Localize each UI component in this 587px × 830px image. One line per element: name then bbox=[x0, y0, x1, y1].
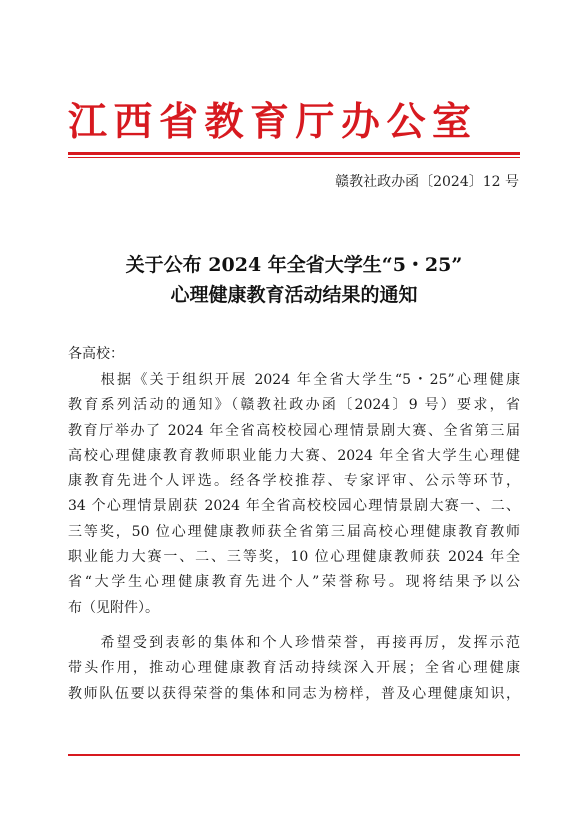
paragraph-2-line: 带头作用，推动心理健康教育活动持续深入开展；全省心理健康 bbox=[68, 660, 520, 677]
paragraph-gap bbox=[68, 621, 520, 631]
paragraph-1-line: 省“大学生心理健康教育先进个人”荣誉称号。现将结果予以公 bbox=[68, 574, 520, 591]
footer-red-rule bbox=[68, 754, 520, 756]
issuing-office-title: 江西省教育厅办公室 bbox=[68, 99, 478, 145]
paragraph-1-line: 34 个心理情景剧获 2024 年全省高校校园心理情景剧大赛一、二、 bbox=[68, 498, 520, 515]
paragraph-1-line: 教育厅举办了 2024 年全省高校校园心理情景剧大赛、全省第三届 bbox=[68, 422, 520, 439]
paragraph-2-line: 教师队伍要以获得荣誉的集体和同志为榜样，普及心理健康知识， bbox=[68, 685, 520, 702]
paragraph-1-line: 职业能力大赛一、二、三等奖，10 位心理健康教师获 2024 年全 bbox=[68, 549, 520, 566]
paragraph-1-line: 三等奖，50 位心理健康教师获全省第三届高校心理健康教育教师 bbox=[68, 523, 520, 540]
paragraph-1-line: 根据《关于组织开展 2024 年全省大学生“5・25”心理健康 bbox=[68, 372, 520, 388]
header-red-rule-thin bbox=[68, 157, 520, 158]
salutation: 各高校： bbox=[68, 346, 124, 362]
notice-title-line-1: 关于公布 2024 年全省大学生“5・25” bbox=[125, 254, 463, 276]
header-red-rule-thick bbox=[68, 152, 520, 155]
document-number: 赣教社政办函〔2024〕12 号 bbox=[335, 174, 519, 190]
paragraph-1-line: 布（见附件）。 bbox=[68, 599, 159, 616]
notice-title bbox=[68, 250, 520, 310]
paragraph-1-line: 教育系列活动的通知》（赣教社政办函〔2024〕9 号）要求，省 bbox=[68, 397, 520, 414]
paragraph-2-line: 希望受到表彰的集体和个人珍惜荣誉，再接再厉，发挥示范 bbox=[68, 634, 520, 651]
notice-title-line-2: 心理健康教育活动结果的通知 bbox=[170, 284, 418, 306]
paragraph-1-line: 高校心理健康教育教师职业能力大赛、2024 年全省大学生心理健 bbox=[68, 447, 520, 464]
body-text bbox=[68, 368, 520, 707]
paragraph-1-line: 康教育先进个人评选。经各学校推荐、专家评审、公示等环节， bbox=[68, 473, 520, 490]
